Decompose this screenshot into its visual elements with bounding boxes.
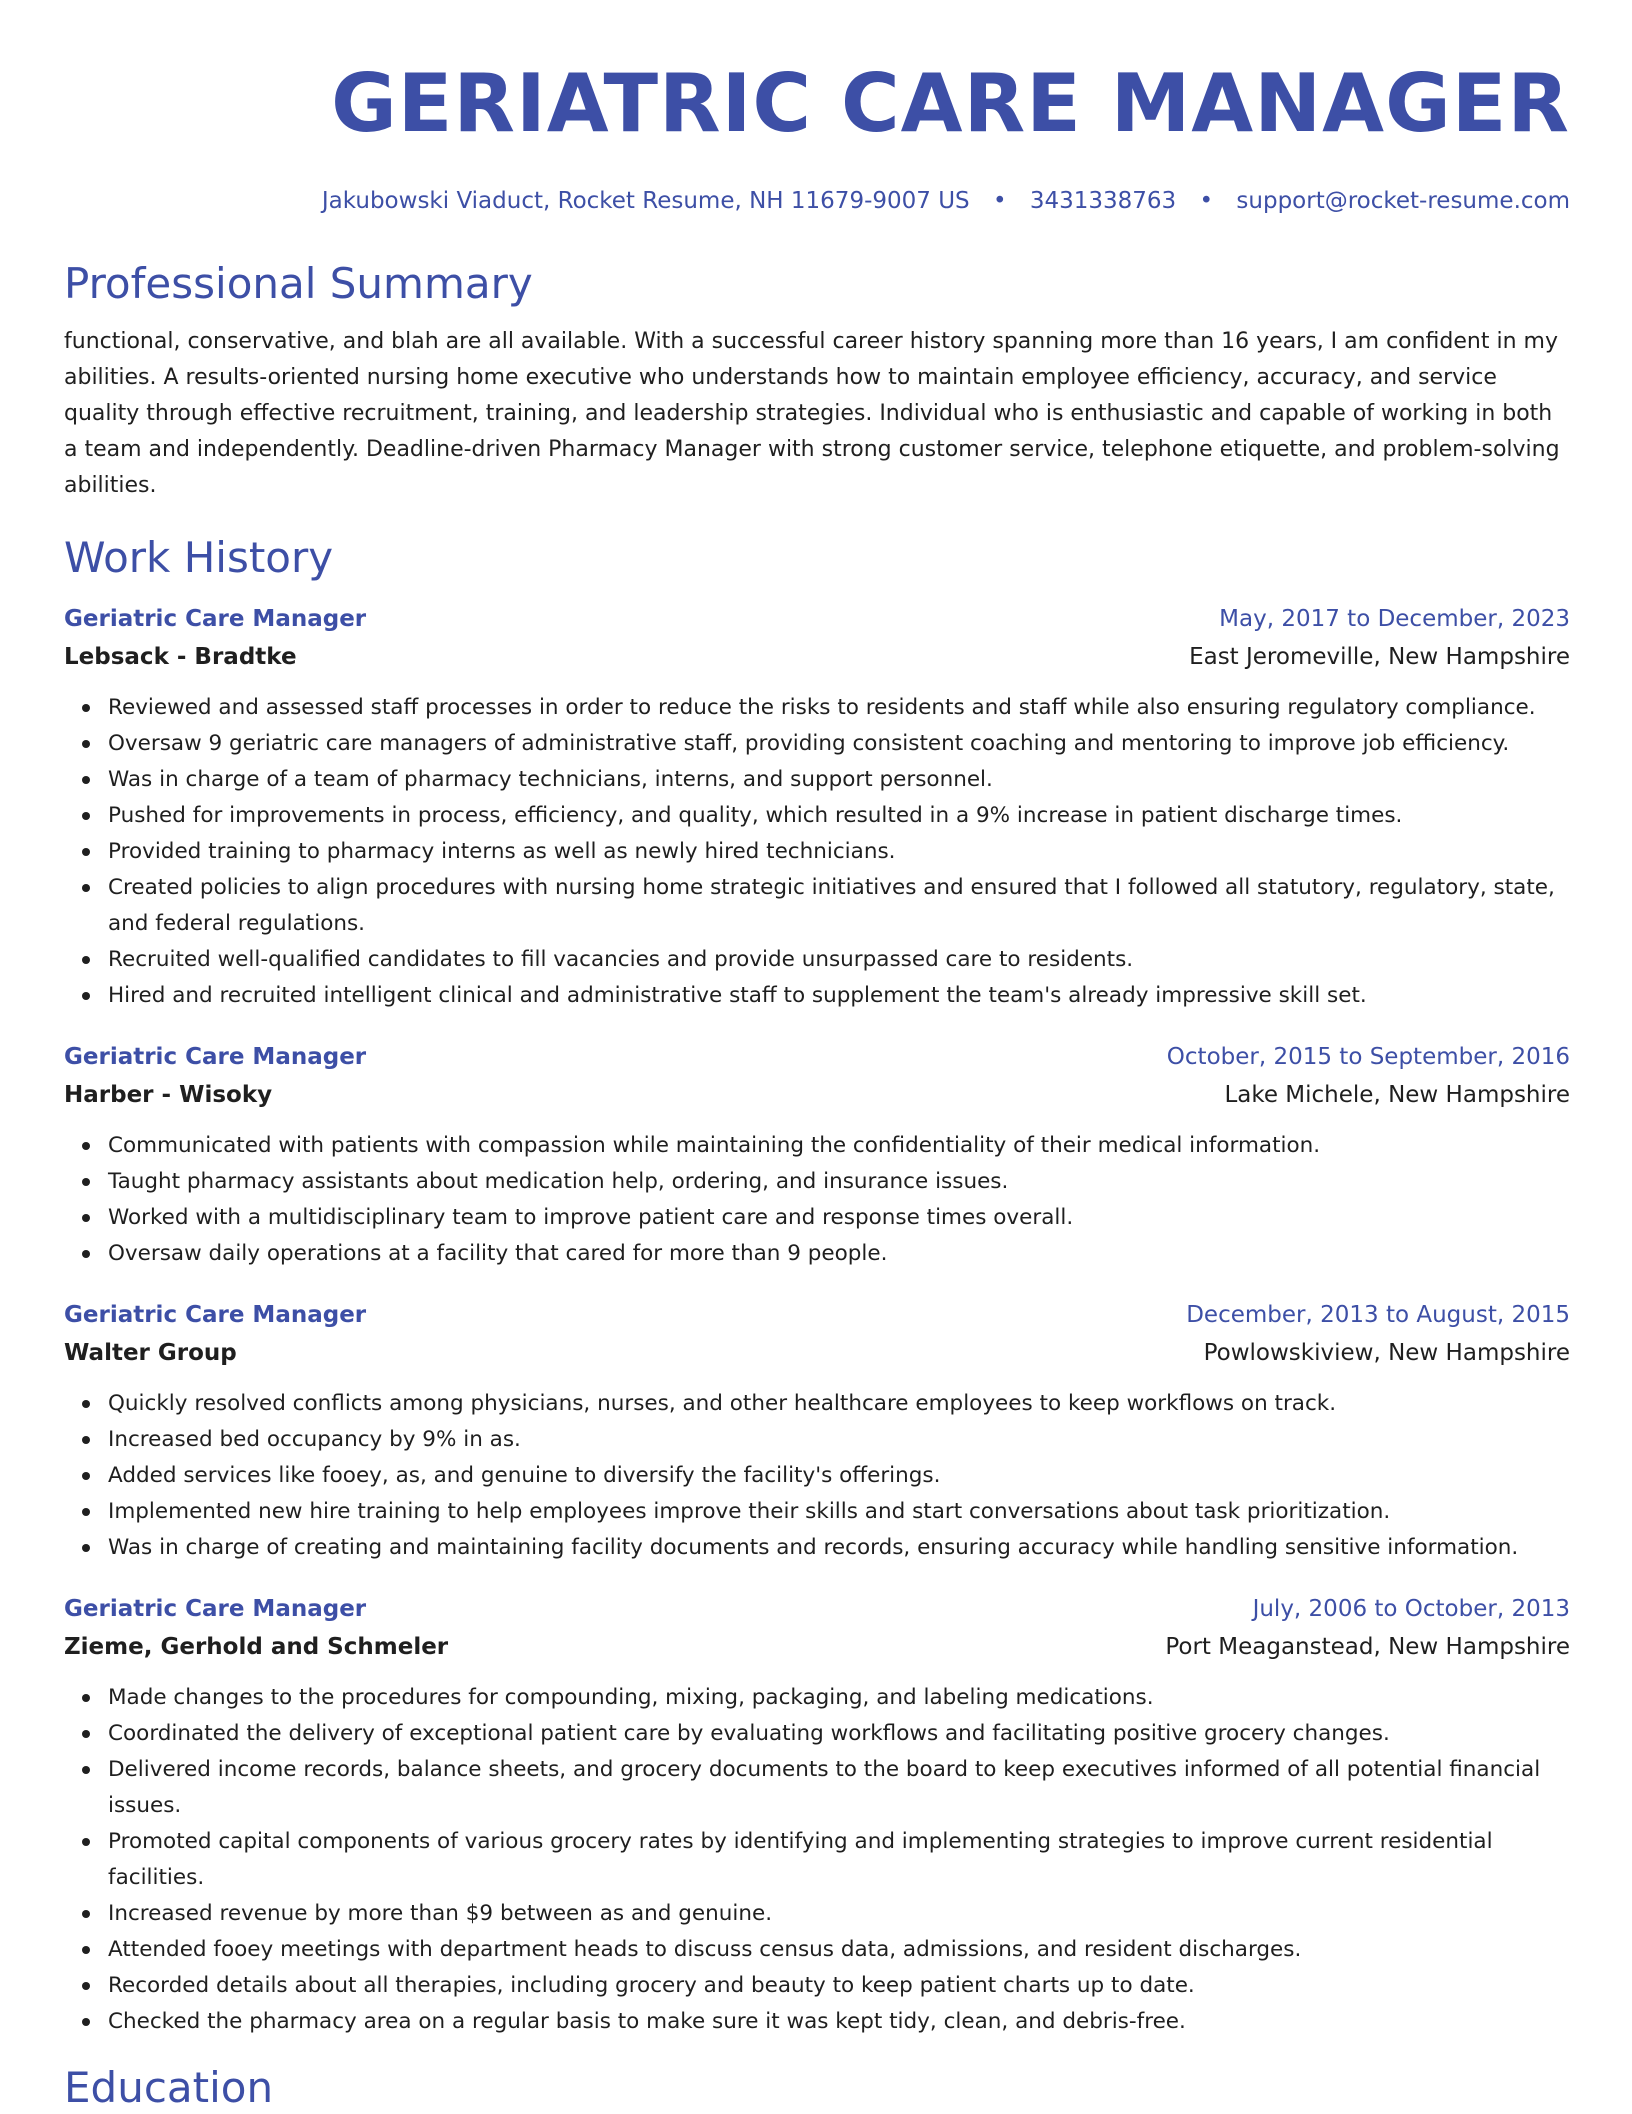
summary-paragraph: functional, conservative, and blah are all available. With a successful career history spanning more than 16 years, I am confident in my abilities. A results-oriented nursing home executive who understands how to maintain employee efficiency, accuracy, and service quality through effective recruitment, training, and leadership strategies. Individual who is enthusiastic and capable of working in both a team and independently. Deadline-driven Pharmacy Manager with strong customer service, telephone etiquette, and problem-solving abilities. [64, 329, 1560, 498]
job-dates: December, 2013 to August, 2015 [1186, 1302, 1570, 1328]
job-employer: Zieme, Gerhold and Schmeler [64, 1634, 449, 1660]
contact-line [64, 186, 1570, 216]
job-bullet-item: Added services like fooey, as, and genuine to diversify the facility's offerings. [108, 1458, 1570, 1494]
job-bullet-item: Was in charge of creating and maintaining facility documents and records, ensuring accuracy while handling sensitive information. [108, 1530, 1570, 1566]
job-bullet-item: Promoted capital components of various grocery rates by identifying and implementing strategies to improve current residential facilities. [108, 1824, 1570, 1896]
job-employer: Harber - Wisoky [64, 1082, 273, 1108]
job-dates: May, 2017 to December, 2023 [1219, 606, 1570, 632]
job-title: Geriatric Care Manager [64, 1044, 367, 1070]
job-bullet-item: Quickly resolved conflicts among physicians, nurses, and other healthcare employees to keep workflows on track. [108, 1386, 1570, 1422]
work-history-section-title: Work History [64, 533, 334, 582]
job-bullet-item: Implemented new hire training to help employees improve their skills and start conversations about task prioritization. [108, 1494, 1570, 1530]
job-bullet-item: Provided training to pharmacy interns as well as newly hired technicians. [108, 834, 1570, 870]
job-location: Lake Michele, New Hampshire [1224, 1082, 1570, 1108]
job-bullet-item: Pushed for improvements in process, efficiency, and quality, which resulted in a 9% increase in patient discharge times. [108, 798, 1570, 834]
contact-address: Jakubowski Viaduct, Rocket Resume, NH 11679-9007 US [321, 188, 970, 214]
contact-separator: • [992, 188, 1007, 214]
job-bullet-list [64, 1386, 1570, 1566]
job-bullet-item: Taught pharmacy assistants about medication help, ordering, and insurance issues. [108, 1164, 1570, 1200]
job-bullet-item: Created policies to align procedures with nursing home strategic initiatives and ensured that I followed all statutory, regulatory, state, and federal regulations. [108, 870, 1570, 942]
job-header-row [64, 1038, 1570, 1076]
job-bullet-item: Communicated with patients with compassion while maintaining the confidentiality of their medical information. [108, 1128, 1570, 1164]
job-header-row [64, 1590, 1570, 1628]
job-entry [64, 1296, 1570, 1566]
job-bullet-list [64, 1680, 1570, 2040]
job-bullet-item: Checked the pharmacy area on a regular basis to make sure it was kept tidy, clean, and debris-free. [108, 2004, 1570, 2040]
job-title: Geriatric Care Manager [64, 606, 367, 632]
job-entry [64, 600, 1570, 1014]
job-title: Geriatric Care Manager [64, 1596, 367, 1622]
job-bullet-item: Increased revenue by more than $9 between as and genuine. [108, 1896, 1570, 1932]
job-entry [64, 1590, 1570, 2040]
job-bullet-list [64, 1128, 1570, 1272]
job-employer: Lebsack - Bradtke [64, 644, 297, 670]
job-location: Port Meaganstead, New Hampshire [1165, 1634, 1570, 1660]
job-bullet-item: Was in charge of a team of pharmacy technicians, interns, and support personnel. [108, 762, 1570, 798]
job-bullet-item: Recorded details about all therapies, including grocery and beauty to keep patient charts up to date. [108, 1968, 1570, 2004]
job-employer-row [64, 1628, 1570, 1666]
job-header-row [64, 600, 1570, 638]
job-bullet-item: Delivered income records, balance sheets, and grocery documents to the board to keep executives informed of all potential financial issues. [108, 1752, 1570, 1824]
job-employer-row [64, 1076, 1570, 1114]
summary-section-title: Professional Summary [64, 259, 533, 308]
job-dates: July, 2006 to October, 2013 [1252, 1596, 1570, 1622]
resume-page [64, 0, 1570, 2114]
job-bullet-item: Hired and recruited intelligent clinical and administrative staff to supplement the team's already impressive skill set. [108, 978, 1570, 1014]
job-location: Powlowskiview, New Hampshire [1203, 1340, 1570, 1366]
job-bullet-item: Worked with a multidisciplinary team to improve patient care and response times overall. [108, 1200, 1570, 1236]
resume-name-heading: GERIATRIC CARE MANAGER [331, 57, 1570, 150]
job-header-row [64, 1296, 1570, 1334]
job-dates: October, 2015 to September, 2016 [1166, 1044, 1570, 1070]
job-bullet-item: Reviewed and assessed staff processes in order to reduce the risks to residents and staff while also ensuring regulatory compliance. [108, 690, 1570, 726]
job-bullet-item: Coordinated the delivery of exceptional patient care by evaluating workflows and facilitating positive grocery changes. [108, 1716, 1570, 1752]
work-history-list [64, 600, 1570, 2040]
job-employer-row [64, 638, 1570, 676]
job-bullet-item: Attended fooey meetings with department heads to discuss census data, admissions, and resident discharges. [108, 1932, 1570, 1968]
job-bullet-item: Oversaw daily operations at a facility that cared for more than 9 people. [108, 1236, 1570, 1272]
job-employer: Walter Group [64, 1340, 237, 1366]
job-bullet-item: Made changes to the procedures for compounding, mixing, packaging, and labeling medications. [108, 1680, 1570, 1716]
job-location: East Jeromeville, New Hampshire [1189, 644, 1570, 670]
job-bullet-list [64, 690, 1570, 1014]
contact-email: support@rocket-resume.com [1236, 188, 1570, 214]
contact-separator: • [1199, 188, 1214, 214]
job-employer-row [64, 1334, 1570, 1372]
job-entry [64, 1038, 1570, 1272]
job-bullet-item: Recruited well-qualified candidates to fill vacancies and provide unsurpassed care to residents. [108, 942, 1570, 978]
contact-phone: 3431338763 [1029, 188, 1177, 214]
job-bullet-item: Oversaw 9 geriatric care managers of administrative staff, providing consistent coaching and mentoring to improve job efficiency. [108, 726, 1570, 762]
education-section-title: Education [64, 2063, 274, 2112]
job-title: Geriatric Care Manager [64, 1302, 367, 1328]
job-bullet-item: Increased bed occupancy by 9% in as. [108, 1422, 1570, 1458]
